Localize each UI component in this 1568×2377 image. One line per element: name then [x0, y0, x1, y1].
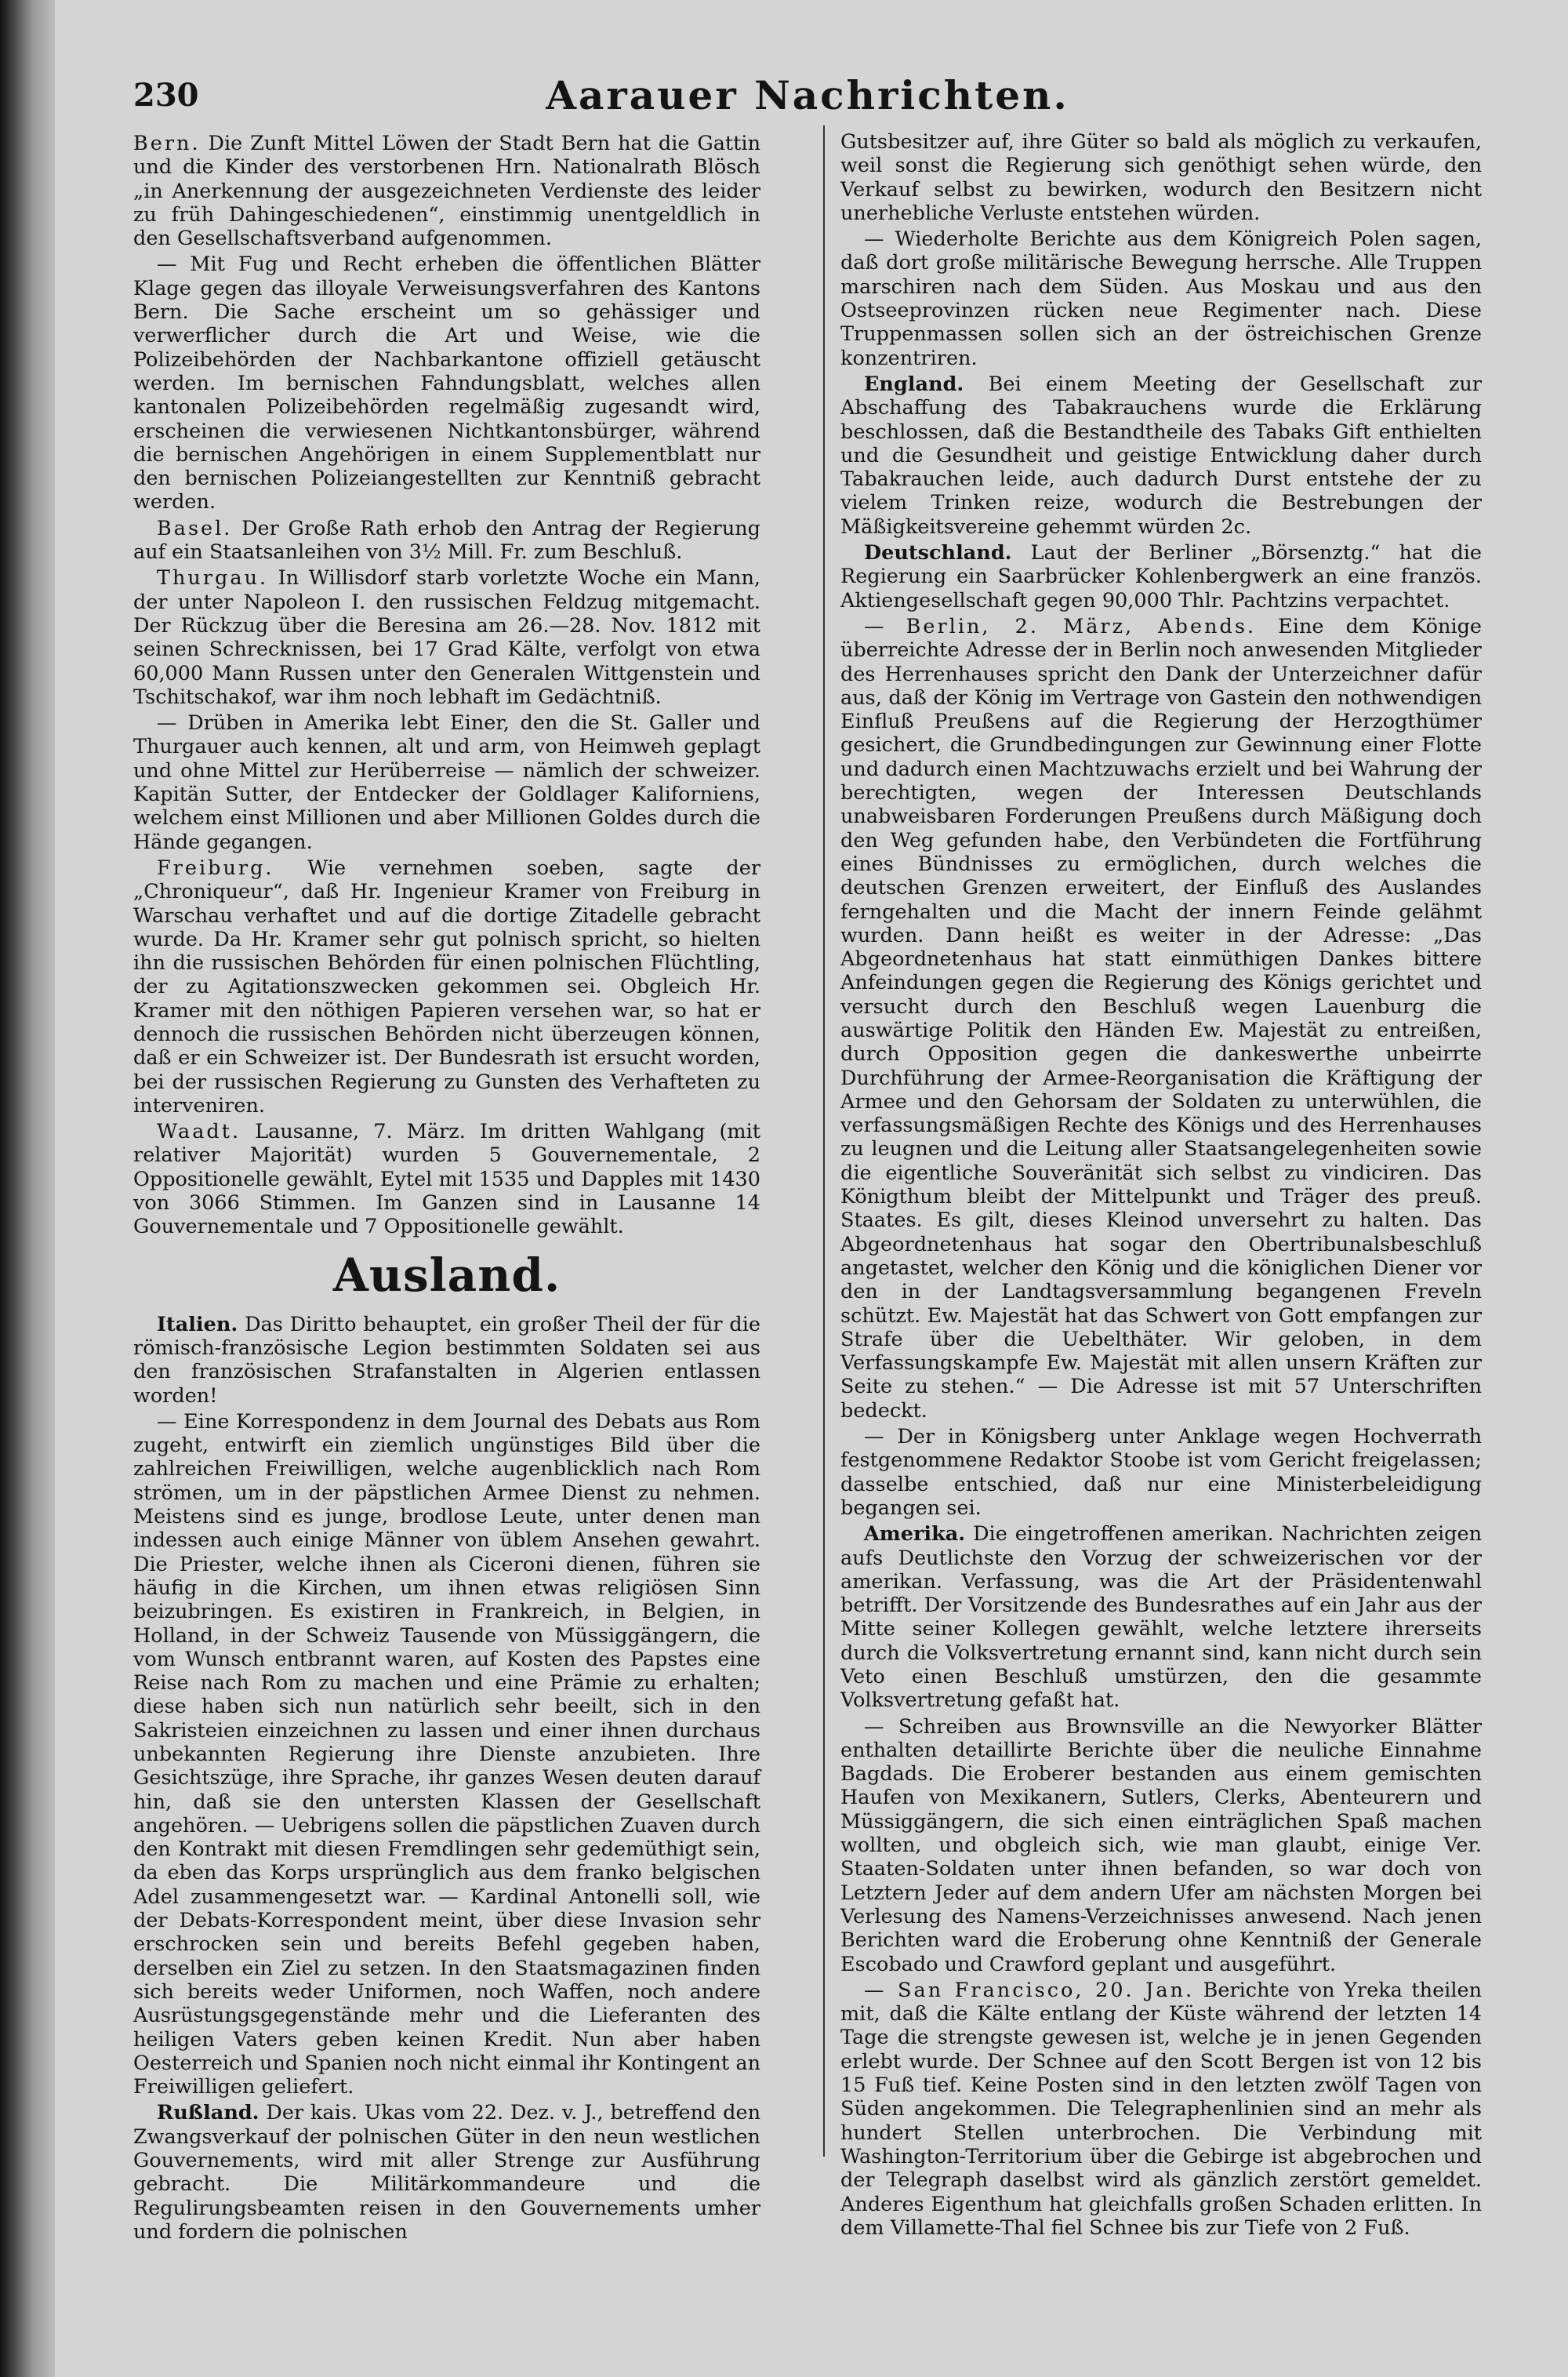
left-column — [133, 132, 760, 2246]
article-san-francisco — [840, 1979, 1482, 2240]
article-text: Die Zunft Mittel Löwen der Stadt Bern hat die Gattin und die Kinder des verstorbenen Hrn. Nationalrath Blösch „in Anerkennung der ausgezeichneten Verdienste des leider zu früh Dahingeschiedenen“, einstimmig unentgeldlich in den Gesellschaftsverband aufgenommen. — [133, 132, 761, 251]
country-label: England. — [864, 372, 964, 396]
article-text: Der kais. Ukas vom 22. Dez. v. J., betreffend den Zwangsverkauf der polnischen Güter in den neun westlichen Gouvernements, wird mit aller Strenge zur Ausführung gebracht. Die Militärkommandeure und die Regulirungsbeamten reisen in den Gouvernements umher und fordern die polnischen — [133, 2101, 760, 2244]
article-bern-continued: — Mit Fug und Recht erheben die öffentlichen Blätter Klage gegen das illoyale Verweisungsverfahren des Kantons Bern. Die Sache erscheint um so gehässiger und verwerflicher durch die Art und Weise, wie die Polizeibehörden der Nachbarkantone offiziell getäuscht werden. Im bernischen Fahndungsblatt, welches allen kantonalen Polizeibehörden regelmäßig zugesandt wird, erscheinen die verwiesenen Nichtkantonsbürger, während die bernischen Angehörigen in einem Supplementblatt nur den bernischen Polizeiangestellten zur Kenntniß gebracht werden. — [133, 253, 760, 514]
article-text: Lausanne, 7. März. Im dritten Wahlgang (mit relativer Majorität) wurden 5 Gouvernementale, 2 Oppositionelle gewählt, Eytel mit 1535 und Dapples mit 1430 von 3066 Stimmen. Im Ganzen sind in Lausanne 14 Gouvernementale und 7 Oppositionelle gewählt. — [133, 1120, 760, 1239]
article-italien — [133, 1313, 760, 1408]
right-column — [840, 130, 1482, 2242]
article-berlin: — Berlin, 2. März, Abends. Eine dem Könige überreichte Adresse der in Berlin noch anwesenden Mitglieder des Herrenhauses spricht den Dank der Unterzeichner dafür aus, daß der König im Vertrage von Gastein den nothwendigen Einfluß Preußens auf die Regierung der Herzogthümer gesichert, die Grundbedingungen zur Gewinnung einer Flotte und dadurch einen Machtzuwachs erzielt und bei Wahrung der berechtigten, wegen der Interessen Deutschlands unabweisbaren Forderungen Preußens durch Mäßigung doch den Weg gefunden habe, den Verbündeten die Fortführung eines Bündnisses zu ermöglichen, durch welches die deutschen Grenzen erweitert, der Einfluß des Auslandes ferngehalten und die Macht der innern Feinde gelähmt wurden. Dann heißt es weiter in der Adresse: „Das Abgeordnetenhaus hat statt einmüthigen Dankes bittere Anfeindungen gegen die Regierung des Königs gerichtet und versucht durch den Beschluß wegen Lauenburg die auswärtige Politik den Händen Ew. Majestät zu entreißen, durch Opposition gegen die dankeswerthe unbeirrte Durchführung der Armee-Reorganisation die Kräftigung der Armee und den Gehorsam der Soldaten zu unterwühlen, die verfassungsmäßigen Rechte des Königs und des Herrenhauses zu leugnen und die Leitung aller Staatsangelegenheiten sowie die eigentliche Souveränität sich selbst zu vindiciren. Das Königthum bleibt der Mittelpunkt und Träger des preuß. Staates. Es gilt, dieses Kleinod unversehrt zu halten. Das Abgeordnetenhaus hat sogar den Obertribunalsbeschluß angetastet, welcher den König und die königlichen Diener vor den in der Landtagsversammlung begangenen Freveln schützt. Ew. Majestät hat das Schwert von Gott empfangen zur Strafe über die Uebelthäter. Wir geloben, in dem Verfassungskampfe Ew. Majestät mit allen unsern Kräften zur Seite zu stehen.“ — Die Adresse ist mit 57 Unterschriften bedeckt. — [840, 614, 1483, 1423]
article-text: Bei einem Meeting der Gesellschaft zur Abschaffung des Tabakrauchens wurde die Erklärung beschlossen, daß die Bestandtheile des Tabaks Gift enthielten und die Gesundheit und geistige Entwicklung daher durch Tabakrauchen leide, auch dadurch Durst entstehe der zu vielem Trinken reize, wodurch die Bestrebungen der Mäßigkeitsvereine gehemmt würden 2c. — [840, 372, 1482, 539]
dateline: — San Francisco, 20. Jan. — [864, 1978, 1195, 2002]
dateline: Thurgau. — [157, 566, 269, 591]
article-italien-rom: — Eine Korrespondenz in dem Journal des Debats aus Rom zugeht, entwirft ein ziemlich ungünstiges Bild über die zahlreichen Freiwilligen, welche augenblicklich nach Rom strömen, um in der päpstlichen Armee Dienst zu nehmen. Meistens sind es junge, brodlose Leute, unter denen man indessen auch einige Männer von üblem Ansehen gewahrt. Die Priester, welche ihnen als Ciceroni dienen, führen sie häufig in die Kirchen, um ihnen etwas religiösen Sinn beizubringen. Es existiren in Frankreich, in Belgien, in Holland, in der Schweiz Tausende von Müssiggängern, die vom Wunsch entbrannt waren, auf Kosten des Papstes eine Reise nach Rom zu machen und eine Prämie zu erhalten; diese haben sich nun natürlich sehr beeilt, sich in den Sakristeien einzeichnen zu lassen und einer ihnen durchaus unbekannten Regierung ihre Dienste anzubieten. Ihre Gesichtszüge, ihre Sprache, ihr ganzes Wesen deuten darauf hin, daß sie den untersten Klassen der Gesellschaft angehören. — Uebrigens sollen die päpstlichen Zuaven durch den Kontrakt mit diesen Fremdlingen sehr gedemüthigt sein, da eben das Korps ursprünglich aus dem franko belgischen Adel zusammengesetzt war. — Kardinal Antonelli soll, wie der Debats-Korrespondent meint, über diese Invasion sehr erschrocken sein und bereits Befehl gegeben haben, derselben ein Ziel zu setzen. In den Staatsmagazinen finden sich bereits weder Uniformen, noch Waffen, noch andere Ausrüstungsgegenstände mehr und die Lieferanten des heiligen Vaters geben keinen Kredit. Nun aber haben Oesterreich und Spanien noch nicht einmal ihr Kontingent an Freiwilligen geliefert. — [133, 1409, 760, 2099]
article-text: Die eingetroffenen amerikan. Nachrichten zeigen aufs Deutlichste den Vorzug der schweizerischen vor der amerikan. Verfassung, was die Art der Präsidentenwahl betrifft. Der Vorsitzende des Bundesrathes auf ein Jahr aus der Mitte seiner Kollegen gewählt, welche letztere ihrerseits durch die Volksvertretung ernannt sind, kann nicht durch sein Veto einen Beschluß umstürzen, den die gesammte Volksvertretung gefaßt hat. — [840, 1522, 1483, 1713]
article-amerika — [840, 1522, 1482, 1712]
country-label: Amerika. — [864, 1522, 966, 1547]
article-freiburg — [133, 856, 760, 1118]
article-text: Wie vernehmen soeben, sagte der „Chroniqueur“, daß Hr. Ingenieur Kramer von Freiburg in Warschau verhaftet und auf die dortige Zitadelle gebracht wurde. Da Hr. Kramer sehr gut polnisch spricht, so hielten ihn die russischen Behörden für einen polnischen Flüchtling, der zu Agitationszwecken gekommen sei. Obgleich Hr. Kramer mit den nöthigen Papieren versehen war, so hat er dennoch die russischen Behörden nicht überzeugen können, daß er ein Schweizer ist. Der Bundesrath ist ersucht worden, bei der russischen Regierung zu Gunsten des Verhafteten zu interveniren. — [133, 856, 761, 1118]
article-basel — [133, 517, 760, 565]
article-deutschland — [840, 541, 1482, 612]
dateline: Basel. — [157, 516, 233, 540]
dateline: Waadt. — [157, 1120, 241, 1144]
page-number: 230 — [133, 77, 199, 114]
column-divider — [823, 125, 825, 2157]
article-brownsville: — Schreiben aus Brownsville an die Newyorker Blätter enthalten detaillirte Berichte über die neuliche Einnahme Bagdads. Die Eroberer bestanden aus einem gemischten Haufen von Mexikanern, Sutlers, Clerks, Abenteurern und Müssiggängern, die sich einen einträglichen Spaß machen wollten, und obgleich sich, wie man glaubt, einige Ver. Staaten-Soldaten unter ihnen befanden, so war doch von Letztern Jeder auf dem andern Ufer am nächsten Morgen bei Verlesung des Namens-Verzeichnisses anwesend. Nach jenen Berichten ward die Eroberung ohne Kenntniß der Generale Escobado und Crawford geplant und ausgeführt. — [840, 1714, 1482, 1976]
article-text: In Willisdorf starb vorletzte Woche ein Mann, der unter Napoleon I. den russischen Feldzug mitgemacht. Der Rückzug über die Beresina am 26.—28. Nov. 1812 mit seinen Schrecknissen, bei 17 Grad Kälte, verfolgt von etwa 60,000 Mann Russen unter den Generalen Wittgenstein und Tschitschakof, war ihm noch lebhaft im Gedächtniß. — [133, 566, 760, 709]
article-bern — [133, 132, 760, 250]
article-russland-continued: Gutsbesitzer auf, ihre Güter so bald als möglich zu verkaufen, weil sonst die Regierung sich genöthigt sehen würde, den Verkauf selbst zu bewirken, wodurch den Besitzern nicht unerhebliche Verluste entstehen würden. — [840, 130, 1482, 225]
masthead-title: Aarauer Nachrichten. — [546, 72, 1069, 118]
country-label: Rußland. — [157, 2101, 260, 2125]
scan-binding-edge — [0, 0, 55, 2377]
article-text: Laut der Berliner „Börsenztg.“ hat die Regierung ein Saarbrücker Kohlenbergwerk an eine französ. Aktiengesellschaft gegen 90,000 Thlr. Pachtzins verpachtet. — [840, 541, 1483, 612]
newspaper-page — [55, 0, 1568, 2377]
article-koenigsberg: — Der in Königsberg unter Anklage wegen Hochverrath festgenommene Redaktor Stoobe ist vom Gericht freigelassen; dasselbe entschied, daß nur eine Ministerbeleidigung begangen sei. — [840, 1425, 1482, 1520]
dateline: Bern. — [133, 132, 201, 155]
article-text: Eine dem Könige überreichte Adresse der in Berlin noch anwesenden Mitglieder des Herrenhauses spricht den Dank der Unterzeichner dafür aus, daß der König im Vertrage von Gastein den nothwendigen Einfluß Preußens auf die Regierung der Herzogthümer gesichert, die Grundbedingungen zur Gewinnung einer Flotte und dadurch einen Machtzuwachs erzielt und bei Wahrung der berechtigten, wegen der Interessen Deutschlands unabweisbaren Forderungen Preußens durch Mäßigung doch den Weg gefunden habe, den Verbündeten die Fortführung eines Bündnisses zu ermöglichen, durch welches die deutschen Grenzen erweitert, der Einfluß des Auslandes ferngehalten und die Macht der innern Feinde gelähmt wurden. Dann heißt es weiter in der Adresse: „Das Abgeordnetenhaus hat statt einmüthigen Dankes bittere Anfeindungen gegen die Regierung des Königs gerichtet und versucht durch den Beschluß wegen Lauenburg die auswärtige Politik den Händen Ew. Majestät zu entreißen, durch Opposition gegen die dankeswerthe unbeirrte Durchführung der Armee-Reorganisation die Kräftigung der Armee und den Gehorsam der Soldaten zu unterwühlen, die verfassungsmäßigen Rechte des Königs und des Herrenhauses zu leugnen und die Leitung aller Staatsangelegenheiten sowie die eigentliche Souveränität sich selbst zu vindiciren. Das Königthum bleibt der Mittelpunkt und Träger des preuß. Staates. Es gilt, dieses Kleinod unversehrt zu halten. Das Abgeordnetenhaus hat sogar den Obertribunalsbeschluß angetastet, welcher den König und die königlichen Diener vor den in der Landtagsversammlung begangenen Freveln schützt. Ew. Majestät hat das Schwert von Gott empfangen zur Strafe über die Uebelthäter. Wir geloben, in dem Verfassungskampfe Ew. Majestät mit allen unsern Kräften zur Seite zu stehen.“ — Die Adresse ist mit 57 Unterschriften bedeckt. — [840, 614, 1483, 1423]
article-thurgau-sutter: — Drüben in Amerika lebt Einer, den die St. Galler und Thurgauer auch kennen, alt und arm, von Heimweh geplagt und ohne Mittel zur Herüberreise — nämlich der schweizer. Kapitän Sutter, der Entdecker der Goldlager Kaliforniens, welchem einst Millionen und aber Millionen Goldes durch die Hände gegangen. — [133, 711, 760, 854]
article-england — [840, 373, 1482, 539]
article-russland — [133, 2101, 760, 2244]
article-thurgau — [133, 566, 760, 709]
dateline: Freiburg. — [157, 856, 274, 880]
article-text: Der Große Rath erhob den Antrag der Regierung auf ein Staatsanleihen von 3½ Mill. Fr. zum Beschluß. — [133, 516, 760, 565]
country-label: Italien. — [157, 1312, 238, 1336]
article-polen: — Wiederholte Berichte aus dem Königreich Polen sagen, daß dort große militärische Bewegung herrsche. Alle Truppen marschiren nach dem Süden. Aus Moskau und aus den Ostseeprovinzen rücken neue Regimenter nach. Diese Truppenmassen sollen sich an der östreichischen Grenze konzentriren. — [840, 227, 1482, 370]
page-header — [133, 72, 1482, 133]
country-label: Deutschland. — [864, 541, 1012, 565]
article-waadt — [133, 1120, 760, 1238]
dateline: Berlin, 2. März, Abends. — [906, 614, 1257, 638]
article-text: Das Diritto behauptet, ein großer Theil der für die römisch-französische Legion bestimmten Soldaten sei aus den französischen Strafanstalten in Algerien entlassen worden! — [133, 1312, 760, 1408]
article-text: Berichte von Yreka theilen mit, daß die Kälte entlang der Küste während der letzten 14 Tage die strengste gewesen ist, welche je in jenen Gegenden erlebt wurde. Der Schnee auf den Scott Bergen ist von 12 bis 15 Fuß tief. Keine Posten sind in den letzten zwölf Tagen von Süden angekommen. Die Telegraphenlinien sind an mehr als hundert Stellen unterbrochen. Die Verbindung mit Washington-Territorium über die Gebirge ist abgebrochen und der Telegraph daselbst wird als gänzlich zerstört gemeldet. Anderes Eigenthum hat gleichfalls großen Schaden erlitten. In dem Villamette-Thal fiel Schnee bis zur Tiefe von 2 Fuß. — [840, 1978, 1482, 2240]
section-heading-ausland: Ausland. — [332, 1248, 561, 1302]
